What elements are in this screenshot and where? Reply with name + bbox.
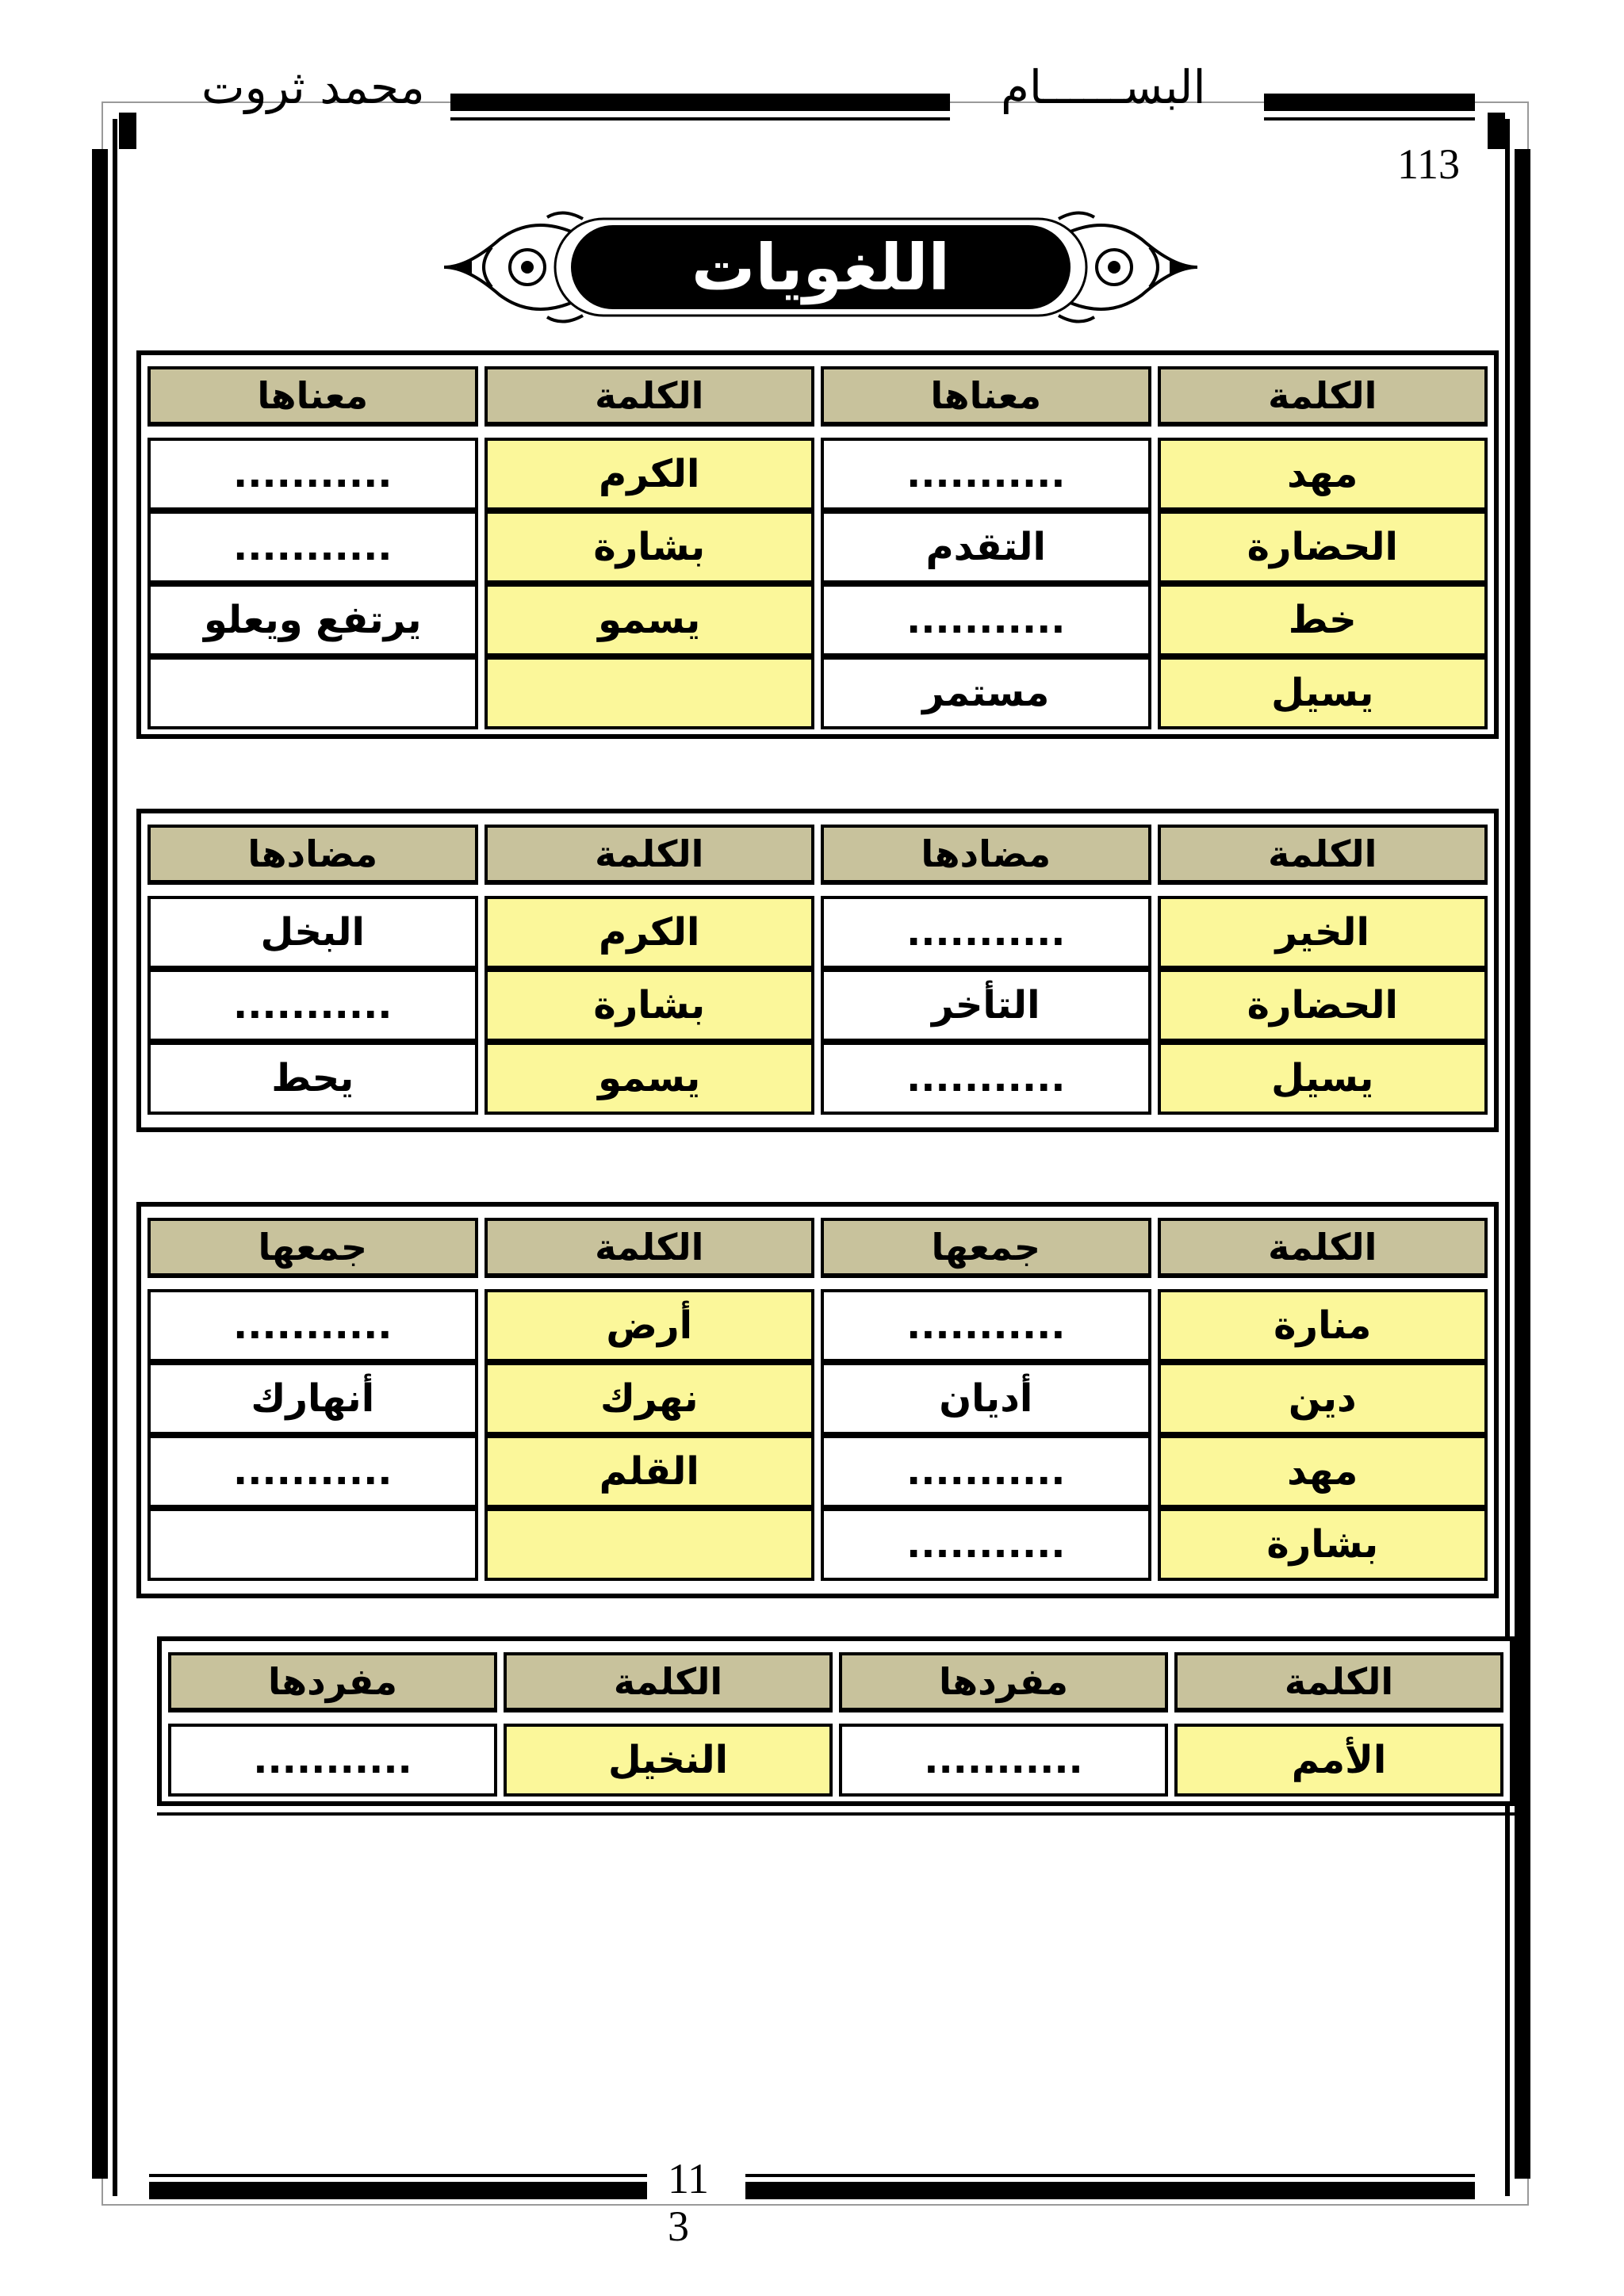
table-row xyxy=(147,584,1488,656)
footer-page-number xyxy=(668,2155,709,2250)
table-row xyxy=(147,969,1488,1042)
word-cell: الأمم xyxy=(1174,1724,1503,1797)
frame-right-bar xyxy=(1515,149,1530,2179)
header-rule-left xyxy=(450,94,950,111)
word-cell: الكرم xyxy=(485,896,815,969)
answer-cell: مستمر xyxy=(821,656,1151,729)
answer-cell: ........... xyxy=(147,438,478,511)
answer-cell: أديان xyxy=(821,1362,1151,1435)
answer-cell: ........... xyxy=(147,1435,478,1508)
column-header: الكلمة xyxy=(1158,366,1488,427)
table-row xyxy=(147,438,1488,511)
answer-cell: ........... xyxy=(147,969,478,1042)
word-cell: يسيل xyxy=(1158,656,1488,729)
word-cell xyxy=(485,656,815,729)
word-cell: بشارة xyxy=(485,969,815,1042)
word-cell: الحضارة xyxy=(1158,511,1488,584)
header-rule-left-thin xyxy=(450,117,950,121)
answer-cell: التقدم xyxy=(821,511,1151,584)
word-cell: خط xyxy=(1158,584,1488,656)
word-cell: مهد xyxy=(1158,1435,1488,1508)
table-header-row xyxy=(147,825,1488,885)
table-row xyxy=(147,656,1488,729)
word-cell: الخير xyxy=(1158,896,1488,969)
answer-cell: ........... xyxy=(821,438,1151,511)
header-book-title: البســــــام xyxy=(1001,60,1206,114)
column-header: الكلمة xyxy=(1158,1218,1488,1278)
answer-cell: ........... xyxy=(147,1289,478,1362)
header-rule-right xyxy=(1264,94,1475,111)
answer-cell: ........... xyxy=(821,1435,1151,1508)
answer-cell: ........... xyxy=(821,896,1151,969)
table-underline xyxy=(157,1812,1515,1816)
header-author: محمد ثروت xyxy=(201,60,425,114)
table-row xyxy=(147,1042,1488,1115)
table-row xyxy=(147,1289,1488,1362)
word-cell: مهد xyxy=(1158,438,1488,511)
word-cell: دين xyxy=(1158,1362,1488,1435)
word-cell: الكرم xyxy=(485,438,815,511)
column-header: معناها xyxy=(821,366,1151,427)
answer-cell: أنهارك xyxy=(147,1362,478,1435)
word-cell xyxy=(485,1508,815,1581)
table-row xyxy=(147,1435,1488,1508)
word-cell: نهرك xyxy=(485,1362,815,1435)
column-header: الكلمة xyxy=(1158,825,1488,885)
table-row xyxy=(147,896,1488,969)
table-header-row xyxy=(147,1218,1488,1278)
answer-cell: التأخر xyxy=(821,969,1151,1042)
column-header: الكلمة xyxy=(504,1652,833,1712)
word-cell: الحضارة xyxy=(1158,969,1488,1042)
answer-cell: ........... xyxy=(168,1724,497,1797)
section-title: اللغويات xyxy=(691,230,950,304)
footer-rule-right xyxy=(745,2182,1475,2199)
frame-left-bar xyxy=(92,149,108,2179)
column-header: الكلمة xyxy=(485,1218,815,1278)
meanings-table xyxy=(136,350,1499,739)
column-header: معناها xyxy=(147,366,478,427)
footer-page-number-line1: 11 xyxy=(668,2155,709,2202)
answer-cell: ........... xyxy=(147,511,478,584)
answer-cell: البخل xyxy=(147,896,478,969)
table-header-row xyxy=(168,1652,1503,1712)
column-header: مفردها xyxy=(839,1652,1168,1712)
word-cell: النخيل xyxy=(504,1724,833,1797)
answer-cell: يرتفع ويعلو xyxy=(147,584,478,656)
frame-right-rule xyxy=(1505,119,1510,2196)
word-cell: يسيل xyxy=(1158,1042,1488,1115)
footer-rule-left xyxy=(149,2182,647,2199)
answer-cell: ........... xyxy=(821,1508,1151,1581)
word-cell: بشارة xyxy=(1158,1508,1488,1581)
table-header-row xyxy=(147,366,1488,427)
word-cell: القلم xyxy=(485,1435,815,1508)
table-row xyxy=(168,1724,1503,1797)
answer-cell: ........... xyxy=(821,1042,1151,1115)
answer-cell xyxy=(147,1508,478,1581)
column-header: الكلمة xyxy=(485,366,815,427)
plurals-table xyxy=(136,1202,1499,1598)
column-header: مفردها xyxy=(168,1652,497,1712)
column-header: مضادها xyxy=(147,825,478,885)
section-title-banner xyxy=(444,208,1197,327)
column-header: الكلمة xyxy=(1174,1652,1503,1712)
column-header: جمعها xyxy=(821,1218,1151,1278)
opposites-table xyxy=(136,809,1499,1132)
table-row xyxy=(147,511,1488,584)
answer-cell xyxy=(147,656,478,729)
column-header: جمعها xyxy=(147,1218,478,1278)
answer-cell: ........... xyxy=(821,1289,1151,1362)
frame-left-rule xyxy=(113,119,117,2196)
table-row xyxy=(147,1362,1488,1435)
word-cell: بشارة xyxy=(485,511,815,584)
singulars-table xyxy=(157,1636,1515,1806)
answer-cell: يحط xyxy=(147,1042,478,1115)
frame-corner xyxy=(1488,113,1505,149)
word-cell: يسمو xyxy=(485,584,815,656)
word-cell: يسمو xyxy=(485,1042,815,1115)
word-cell: منارة xyxy=(1158,1289,1488,1362)
page-number: 113 xyxy=(1397,140,1460,188)
footer-rule-left-thin xyxy=(149,2174,647,2177)
column-header: مضادها xyxy=(821,825,1151,885)
answer-cell: ........... xyxy=(821,584,1151,656)
column-header: الكلمة xyxy=(485,825,815,885)
footer-rule-right-thin xyxy=(745,2174,1475,2177)
word-cell: أرض xyxy=(485,1289,815,1362)
header-rule-right-thin xyxy=(1264,117,1475,121)
table-row xyxy=(147,1508,1488,1581)
answer-cell: ........... xyxy=(839,1724,1168,1797)
footer-page-number-line2: 3 xyxy=(668,2202,689,2250)
frame-corner xyxy=(119,113,136,149)
